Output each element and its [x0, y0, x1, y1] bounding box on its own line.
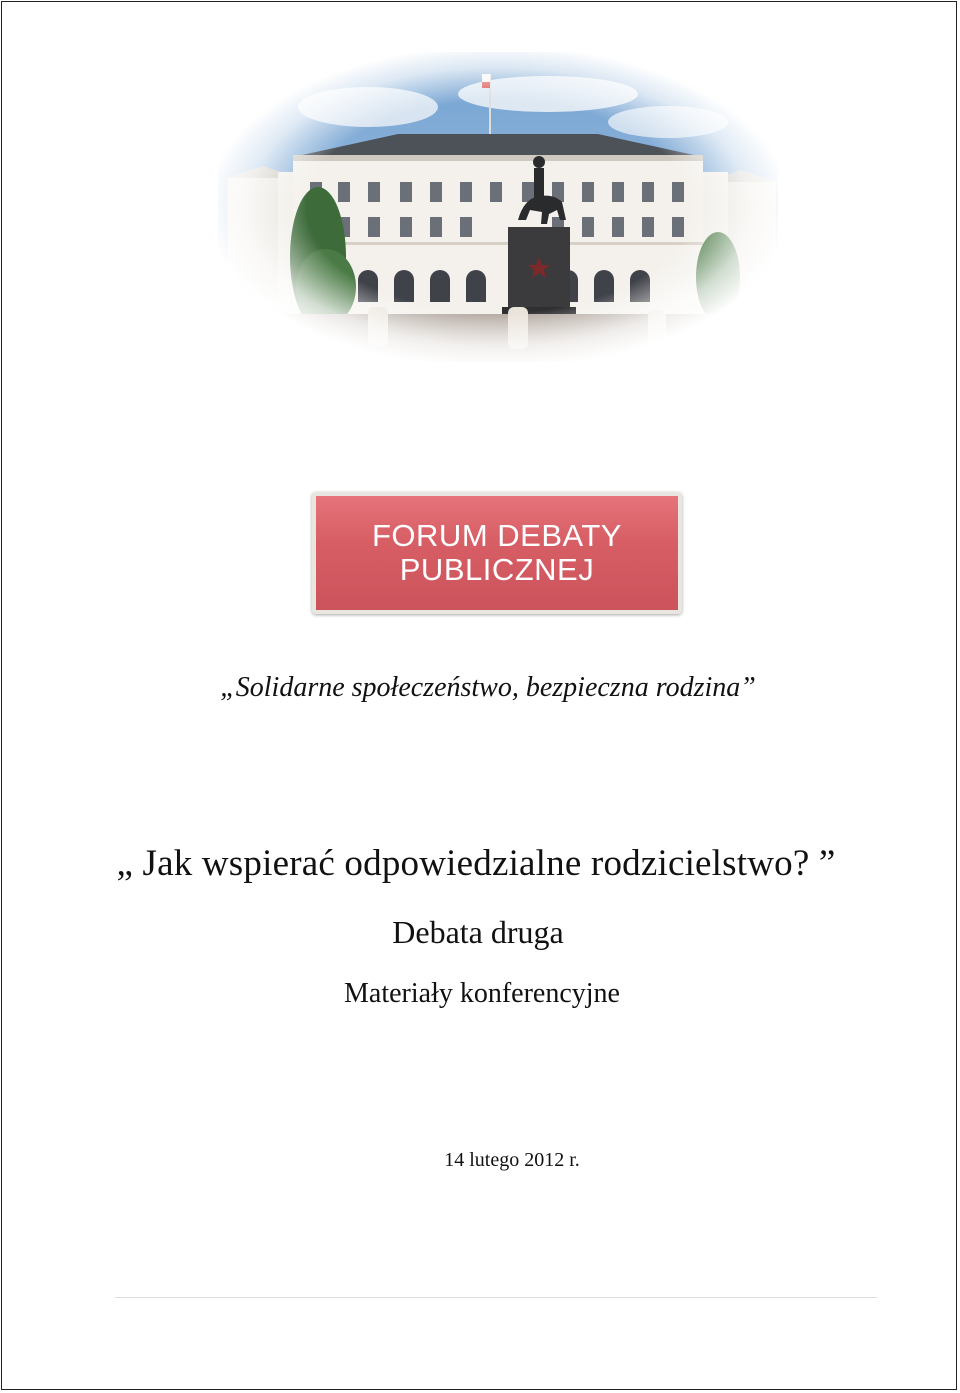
date: 14 lutego 2012 r.: [444, 1149, 580, 1171]
materials-label: Materiały konferencyjne: [344, 978, 620, 1009]
logo-line-2: PUBLICZNEJ: [399, 552, 595, 587]
presidential-palace-photo: [218, 52, 778, 362]
debate-title: „ Jak wspierać odpowiedzialne rodzicielstwo? ”: [116, 843, 836, 884]
forum-debaty-publicznej-logo: [312, 492, 682, 614]
footer-divider: [115, 1297, 877, 1298]
logo-line-1: FORUM DEBATY: [372, 518, 622, 553]
debate-subtitle: Debata druga: [392, 914, 564, 950]
series-title: „Solidarne społeczeństwo, bezpieczna rodzina”: [220, 672, 756, 703]
